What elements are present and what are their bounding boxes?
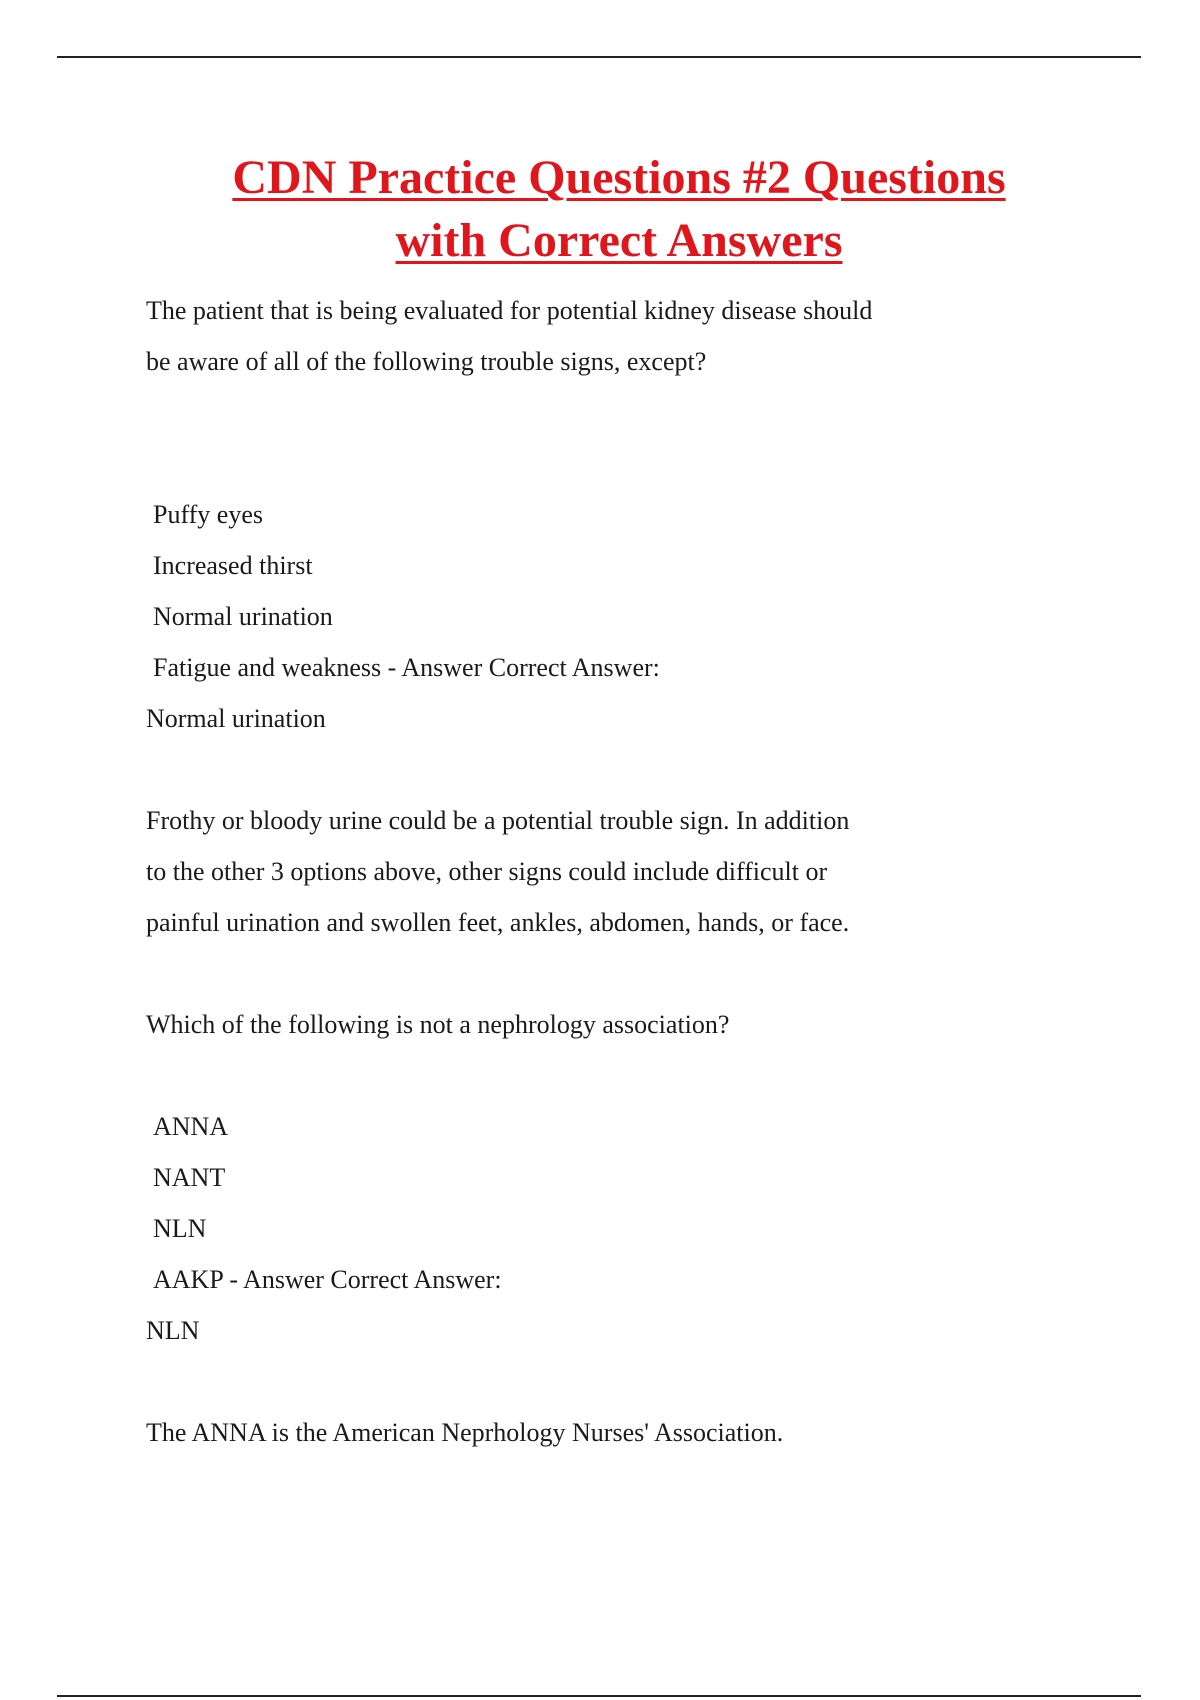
top-rule (57, 56, 1141, 58)
question-1-stem-line-2: be aware of all of the following trouble signs, except? (146, 347, 707, 376)
question-2-option: AAKP - Answer Correct Answer: (153, 1265, 502, 1294)
question-1-explanation-line: to the other 3 options above, other signs could include difficult or (146, 857, 828, 886)
question-2-option: NANT (153, 1163, 226, 1192)
question-1-answer: Normal urination (146, 704, 326, 733)
question-1-option: Puffy eyes (153, 500, 264, 529)
question-2-option: ANNA (153, 1112, 229, 1141)
title-line-2: with Correct Answers (395, 214, 843, 267)
question-1-option: Normal urination (153, 602, 333, 631)
question-2-explanation: The ANNA is the American Neprhology Nurses' Association. (146, 1418, 784, 1447)
question-2-option: NLN (153, 1214, 207, 1243)
bottom-rule (57, 1695, 1141, 1697)
question-1-option: Fatigue and weakness - Answer Correct Answer: (153, 653, 660, 682)
title-line-1: CDN Practice Questions #2 Questions (232, 151, 1006, 204)
question-1-option: Increased thirst (153, 551, 313, 580)
document-title (0, 146, 1200, 272)
question-1-explanation-line: painful urination and swollen feet, ankles, abdomen, hands, or face. (146, 908, 850, 937)
question-2-answer: NLN (146, 1316, 200, 1345)
question-1-explanation-line: Frothy or bloody urine could be a potential trouble sign. In addition (146, 806, 850, 835)
question-1-stem-line-1: The patient that is being evaluated for potential kidney disease should (146, 296, 873, 325)
document-body (146, 285, 1106, 1458)
question-2-stem: Which of the following is not a nephrology association? (146, 1010, 730, 1039)
